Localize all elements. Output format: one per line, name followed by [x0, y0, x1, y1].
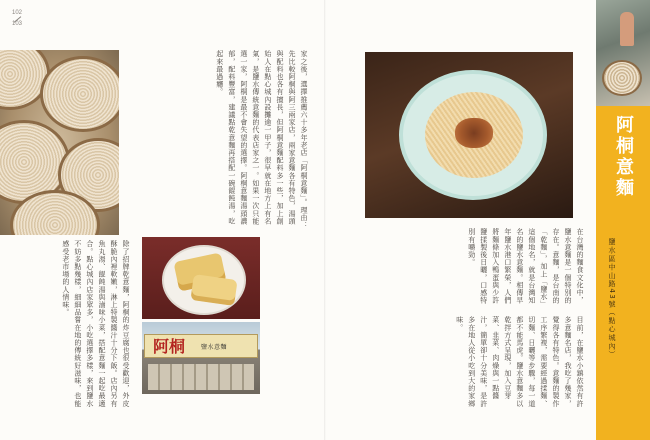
noodles [425, 92, 523, 178]
book-gutter [324, 0, 326, 440]
fried-tofu-piece [190, 274, 237, 306]
left-body-text-bottom: 除了招牌乾意麵，阿桐的炸豆腐也很受歡迎，外皮酥脆內裡軟嫩，淋上特製醬汁十分下飯。店內另有魚丸湯、餛飩湯與滷味小菜，搭配意麵一起吃最適合。點心城內店家眾多，小吃選擇多樣，來到鹽水不妨多點幾樣，細細品嘗在地的傳統好滋味，也能感受老市場的人情味。 [61, 240, 130, 408]
shop-address: 鹽水區中山路43號（點心城內） [608, 238, 616, 359]
noodle-basket [40, 56, 119, 132]
right-body-text-top: 在台灣的麵食文化中，鹽水意麵是一個特別的存在。意麵，是台南的「乾麵」，加上「鹽水」這個地名，就是台灣知名的鹽水意麵。相傳早年鹽水港口繁榮，人們將麵條加入鴨蛋與少許鹽揉製後日曬，口感特別有嚼勁。 [467, 228, 584, 309]
shop-front-photo [142, 322, 260, 394]
noodle-basket [602, 60, 642, 96]
shop-stall [148, 364, 254, 390]
left-body-text-top: 家之後，選擇推薦六十多年老店「阿桐意麵」。理由：先比較阿桐與阿三兩家店，兩家意麵各有特色，湯頭與配料也各有擅長，但阿桐意麵配料多一些，加上創始人在點心城內設攤逾一甲子，很早就在地方上有名氣，是鹽水傳統意麵的代表店家之一。如果一次只能選一家，阿桐是最不會失望的選擇。阿桐意麵湯頭濃郁，配料豐富，建議點乾意麵再搭配一碗餛飩湯，吃起來最過癮。 [215, 50, 308, 229]
page-numbers [12, 10, 22, 28]
right-body-text-bottom: 目前，在鹽水小鎮依然有許多意麵名店，我吃了幾家，覺得各有特色。意麵的製作工序繁複，需要經過揉麵、切麵、日曬等步驟，每一道都不能馬虎。鹽水意麵多以乾拌方式呈現，加入豆芽菜、韭菜、肉燥與一點醬汁，簡單卻十分美味，是許多在地人從小吃到大的家鄉味。 [455, 316, 584, 408]
street-vendor-photo [596, 0, 650, 106]
dry-noodle-dish-photo [365, 52, 573, 218]
shop-sign [144, 334, 258, 358]
fried-tofu-photo [142, 237, 260, 319]
page-number-left: 102 [12, 10, 23, 16]
shop-sign-sub: 鹽水意麵 [201, 344, 228, 351]
page-number-right: 103 [12, 20, 23, 27]
article-title: 阿桐意麵 [613, 115, 634, 199]
vendor-figure [620, 12, 634, 46]
meat-sauce-topping [455, 118, 493, 148]
shop-sign-name: 阿桐 [153, 337, 186, 356]
drying-noodles-photo [0, 50, 119, 235]
tofu-bowl [162, 245, 246, 315]
plate [399, 70, 547, 200]
